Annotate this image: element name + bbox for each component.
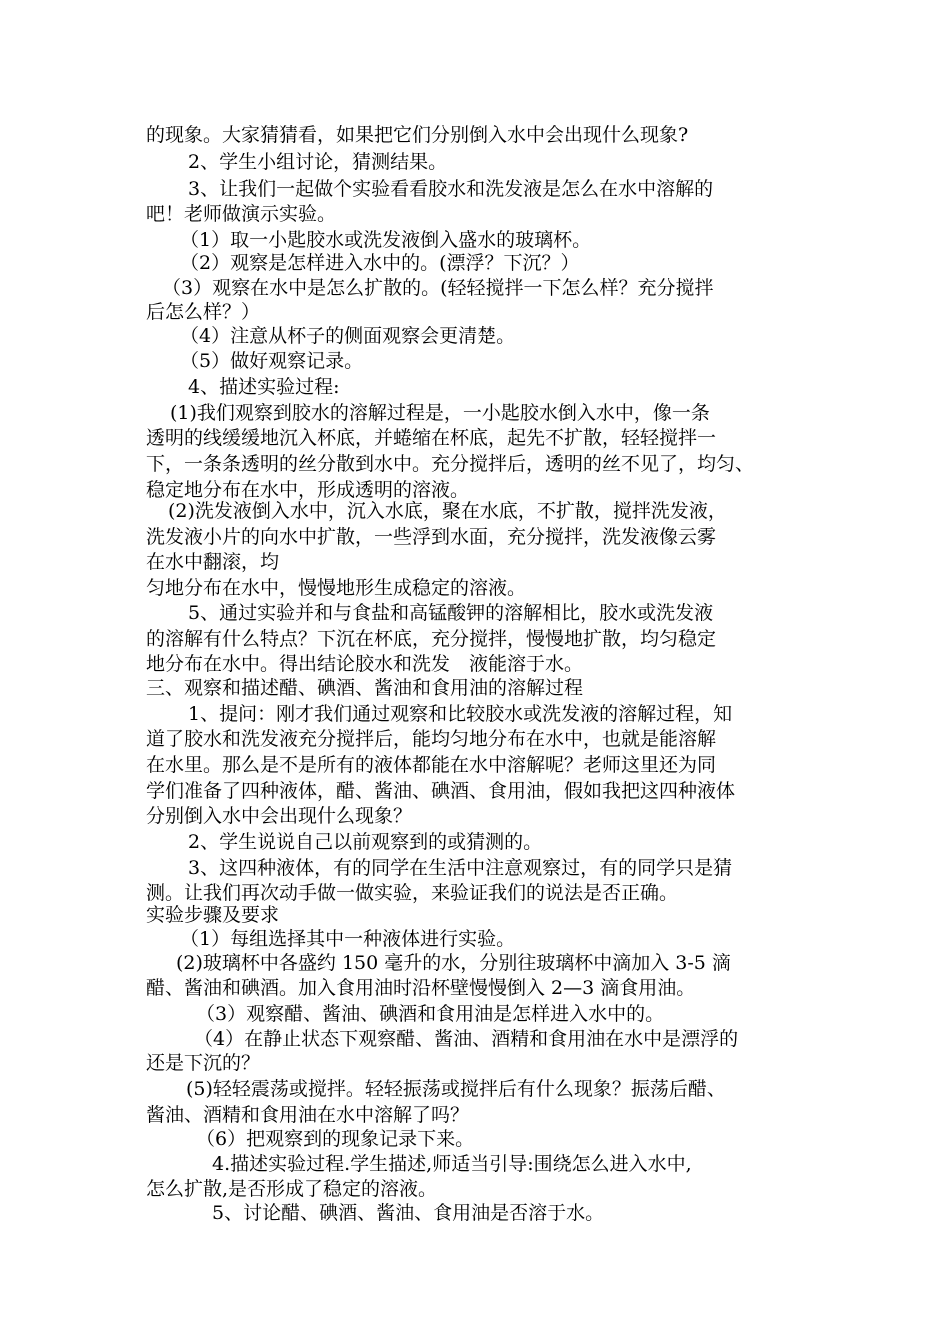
text-line: （4）在静止状态下观察醋、酱油、酒精和食用油在水中是漂浮的: [194, 1028, 739, 1050]
text-line: （5）做好观察记录。: [180, 350, 364, 372]
text-line: (1)我们观察到胶水的溶解过程是，一小匙胶水倒入水中，像一条: [170, 402, 710, 424]
section-heading: 三、观察和描述醋、碘酒、酱油和食用油的溶解过程: [146, 677, 584, 699]
text-line: 4、描述实验过程:: [188, 376, 340, 398]
text-line: （2）观察是怎样进入水中的。(漂浮？下沉？）: [180, 252, 580, 274]
text-line: 5、通过实验并和与食盐和高锰酸钾的溶解相比，胶水或洗发液: [188, 602, 714, 624]
text-line: 3、让我们一起做个实验看看胶水和洗发液是怎么在水中溶解的: [188, 178, 714, 200]
text-line: 酱油、酒精和食用油在水中溶解了吗？: [146, 1104, 470, 1126]
text-line: （6）把观察到的现象记录下来。: [196, 1128, 475, 1150]
text-line: 还是下沉的？: [146, 1052, 261, 1074]
text-line: 洗发液小片的向水中扩散，一些浮到水面，充分搅拌，洗发液像云雾: [146, 526, 717, 548]
text-line: 透明的线缓缓地沉入杯底，并蜷缩在杯底，起先不扩散，轻轻搅拌一: [146, 427, 717, 449]
text-line: 测。让我们再次动手做一做实验，来验证我们的说法是否正确。: [146, 882, 679, 904]
text-line: 稳定地分布在水中，形成透明的溶液。: [146, 479, 470, 501]
text-line: 在水中翻滚，均: [146, 551, 280, 573]
text-line: 在水里。那么是不是所有的液体都能在水中溶解呢？老师这里还为同: [146, 754, 717, 776]
text-line: (2)洗发液倒入水中，沉入水底，聚在水底，不扩散，搅拌洗发液，: [168, 500, 727, 522]
text-line: (2)玻璃杯中各盛约 150 毫升的水，分别往玻璃杯中滴加入 3-5 滴: [176, 952, 731, 974]
text-line: 醋、酱油和碘酒。加入食用油时沿杯壁慢慢倒入 2—3 滴食用油。: [146, 977, 696, 999]
text-line: （3）观察醋、酱油、碘酒和食用油是怎样进入水中的。: [196, 1003, 665, 1025]
text-line: （3）观察在水中是怎么扩散的。(轻轻搅拌一下怎么样？充分搅拌: [162, 277, 714, 299]
text-line: 地分布在水中。得出结论胶水和洗发 液能溶于水。: [146, 653, 584, 675]
text-line: 匀地分布在水中，慢慢地形生成稳定的溶液。: [146, 577, 527, 599]
text-line: 5、讨论醋、碘酒、酱油、食用油是否溶于水。: [212, 1202, 605, 1224]
text-line: 2、学生说说自己以前观察到的或猜测的。: [188, 831, 543, 853]
text-line: (5)轻轻震荡或搅拌。轻轻振荡或搅拌后有什么现象？振荡后醋、: [186, 1078, 726, 1100]
text-line: 吧！老师做演示实验。: [146, 203, 337, 225]
text-line: 的溶解有什么特点？下沉在杯底，充分搅拌，慢慢地扩散，均匀稳定: [146, 628, 717, 650]
text-line: 2、学生小组讨论，猜测结果。: [188, 151, 448, 173]
text-line: 学们准备了四种液体，醋、酱油、碘酒、食用油，假如我把这四种液体: [146, 780, 736, 802]
text-line: （1）取一小匙胶水或洗发液倒入盛水的玻璃杯。: [180, 229, 592, 251]
text-line: 3、这四种液体，有的同学在生活中注意观察过，有的同学只是猜: [188, 857, 733, 879]
text-line: 下，一条条透明的丝分散到水中。充分搅拌后，透明的丝不见了，均匀、: [146, 453, 755, 475]
text-line: 4.描述实验过程.学生描述,师适当引导:围绕怎么进入水中,: [212, 1153, 692, 1175]
text-line: 的现象。大家猜猜看，如果把它们分别倒入水中会出现什么现象?: [146, 124, 689, 146]
text-line: （4）注意从杯子的侧面观察会更清楚。: [180, 325, 516, 347]
subheading: 实验步骤及要求: [146, 904, 280, 926]
text-line: 后怎么样？）: [146, 301, 261, 323]
text-line: （1）每组选择其中一种液体进行实验。: [180, 928, 516, 950]
text-line: 1、提问：刚才我们通过观察和比较胶水或洗发液的溶解过程，知: [188, 703, 733, 725]
text-line: 分别倒入水中会出现什么现象？: [146, 805, 413, 827]
text-line: 怎么扩散,是否形成了稳定的溶液。: [146, 1178, 438, 1200]
text-line: 道了胶水和洗发液充分搅拌后，能均匀地分布在水中，也就是能溶解: [146, 728, 717, 750]
